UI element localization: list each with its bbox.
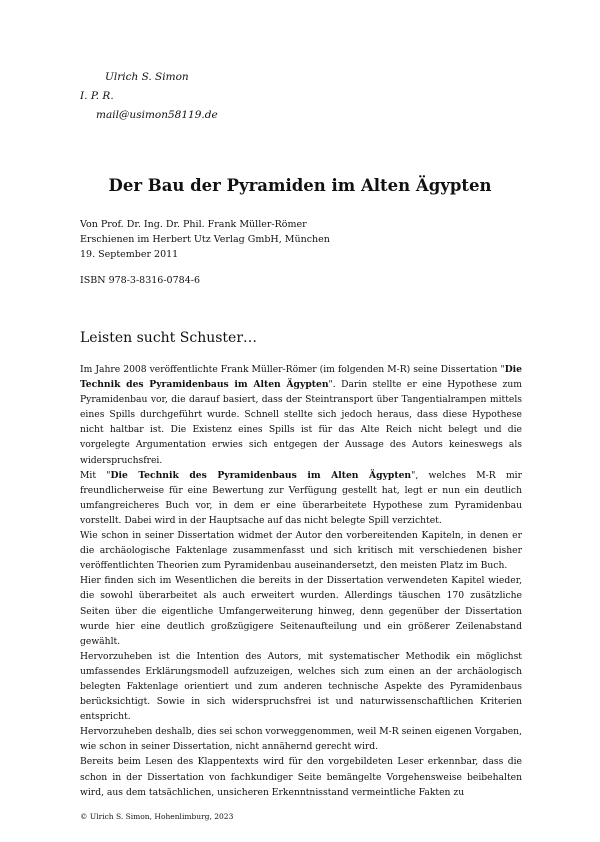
paragraph-5: Hervorzuheben ist die Intention des Autors, mit systematischer Methodik ein möglichst umfassendes Erklärungsmodell aufzuzeigen, welches sich zum einen an der archäologisch belegten Faktenlage orientiert und zum anderen technische Aspekte des Pyramidenbaus berücksichtigt. Sowie in sich widerspruchsfrei ist und naturwissenschaftlichen Kriterien entspricht.: [80, 650, 522, 723]
publisher-line: Erschienen im Herbert Utz Verlag GmbH, München: [80, 234, 330, 245]
section-heading: Leisten sucht Schuster…: [80, 330, 258, 346]
body-text: [80, 362, 522, 800]
paragraph-7: Bereits beim Lesen des Klappentexts wird für den vorgebildeten Leser erkennbar, dass die schon in der Dissertation von fachkundiger Seite bemängelte Vorgehensweise beibehalten wird, aus dem tatsächlichen, unsicheren Erkenntnisstand vermeintliche Fakten zu: [80, 756, 522, 798]
author-email: mail@usimon58119.de: [96, 109, 218, 121]
paragraph-2: Mit "Die Technik des Pyramidenbaus im Alten Ägypten", welches M-R mir freundlicherweise für eine Bewertung zur Verfügung gestellt hat, legt er nun ein deutlich umfangreicheres Buch vor, in dem er eine überarbeitete Hypothese zum Pyramidenbau vorstellt. Dabei wird in der Hauptsache auf das nicht belegte Spill verzichtet.: [80, 469, 522, 526]
page-title: Der Bau der Pyramiden im Alten Ägypten: [108, 176, 492, 195]
publication-date: 19. September 2011: [80, 249, 179, 260]
paragraph-3: Wie schon in seiner Dissertation widmet der Autor den vorbereitenden Kapiteln, in denen er die archäologische Faktenlage zusammenfasst und sich kritisch mit verschiedenen bisher veröffentlichten Theorien zum Pyramidenbau auseinandersetzt, den meisten Platz im Buch.: [80, 530, 522, 572]
book-title: Die Technik des Pyramidenbaus im Alten Ägypten: [110, 469, 412, 481]
book-author-line: Von Prof. Dr. Ing. Dr. Phil. Frank Müller-Römer: [80, 219, 307, 230]
author-affiliation: I. P. R.: [80, 90, 114, 102]
paragraph-6: Hervorzuheben deshalb, dies sei schon vorweggenommen, weil M-R seinen eigenen Vorgaben, wie schon in seiner Dissertation, nicht annähernd gerecht wird.: [80, 726, 522, 753]
paragraph-1: Im Jahre 2008 veröffentlichte Frank Müller-Römer (im folgenden M-R) seine Dissertation "Die Technik des Pyramidenbaus im Alten Ägypten". Darin stellte er eine Hypothese zum Pyramidenbau vor, die darauf basiert, dass der Steintransport über Tangentialrampen mittels eines Spills durchgeführt wurde. Schnell stellte sich jedoch heraus, dass diese Hypothese nicht haltbar ist. Die Existenz eines Spills ist für das Alte Reich nicht belegt und die vorgelegte Argumentation erwies sich entgegen der Aussage des Autors keineswegs als widerspruchsfrei.: [80, 364, 522, 466]
dissertation-title: Die Technik des Pyramidenbaus im Alten Ägypten: [80, 364, 522, 391]
isbn: ISBN 978-3-8316-0784-6: [80, 275, 200, 286]
author-name: Ulrich S. Simon: [105, 71, 189, 83]
copyright-footer: © Ulrich S. Simon, Hohenlimburg, 2023: [80, 812, 234, 821]
paragraph-4: Hier finden sich im Wesentlichen die bereits in der Dissertation verwendeten Kapitel wieder, die sowohl überarbeitet als auch erweitert wurden. Allerdings täuschen 170 zusätzliche Seiten über die eigentliche Umfangerweiterung hinweg, denn gegenüber der Dissertation wurde hier eine deutlich großzügigere Seitenaufteilung und ein größerer Zeilenabstand gewählt.: [80, 575, 522, 647]
